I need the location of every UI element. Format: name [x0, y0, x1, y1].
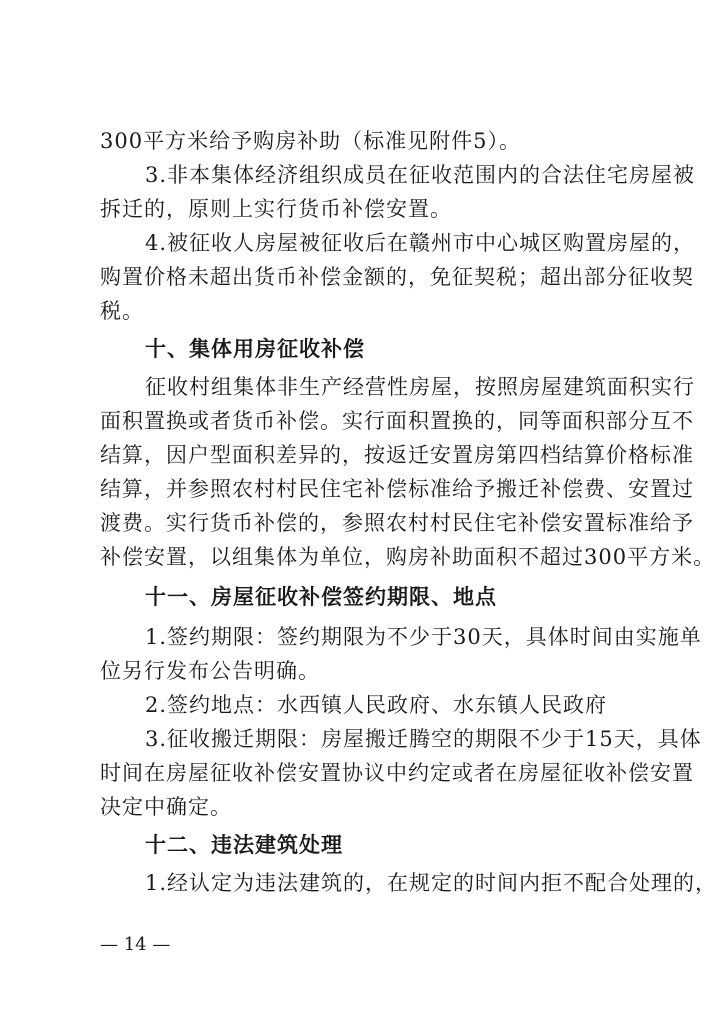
text-line: 300平方米给予购房补助（标准见附件5）。 — [100, 129, 521, 153]
text-line: 结算，并参照农村村民住宅补偿标准给予搬迁补偿费、安置过 — [100, 477, 694, 501]
section-heading: 十、集体用房征收补偿 — [145, 337, 365, 361]
text-line: 结算，因户型面积差异的，按返迁安置房第四档结算价格标准 — [100, 443, 694, 467]
text-line: 补偿安置，以组集体为单位，购房补助面积不超过300平方米。 — [100, 545, 716, 569]
text-line: 税。 — [100, 299, 144, 323]
text-line: 位另行发布公告明确。 — [100, 659, 320, 683]
text-line: 3.非本集体经济组织成员在征收范围内的合法住宅房屋被 — [145, 163, 696, 187]
text-line: 3.征收搬迁期限：房屋搬迁腾空的期限不少于15天，具体 — [145, 727, 702, 751]
section-heading: 十二、违法建筑处理 — [145, 833, 343, 857]
text-line: 征收村组集体非生产经营性房屋，按照房屋建筑面积实行 — [145, 375, 695, 399]
text-line: 1.签约期限：签约期限为不少于30天，具体时间由实施单 — [145, 625, 702, 649]
page-number: — 14 — — [100, 934, 171, 955]
text-line: 购置价格未超出货币补偿金额的，免征契税；超出部分征收契 — [100, 265, 694, 289]
text-line: 面积置换或者货币补偿。实行面积置换的，同等面积部分互不 — [100, 409, 694, 433]
text-line: 决定中确定。 — [100, 795, 232, 819]
text-line: 4.被征收人房屋被征收后在赣州市中心城区购置房屋的， — [145, 231, 696, 255]
section-heading: 十一、房屋征收补偿签约期限、地点 — [145, 585, 497, 609]
text-line: 渡费。实行货币补偿的，参照农村村民住宅补偿安置标准给予 — [100, 511, 694, 535]
text-line: 时间在房屋征收补偿安置协议中约定或者在房屋征收补偿安置 — [100, 761, 694, 785]
text-line: 2.签约地点：水西镇人民政府、水东镇人民政府 — [145, 693, 608, 717]
text-line: 1.经认定为违法建筑的，在规定的时间内拒不配合处理的， — [145, 871, 718, 895]
text-line: 拆迁的，原则上实行货币补偿安置。 — [100, 197, 452, 221]
